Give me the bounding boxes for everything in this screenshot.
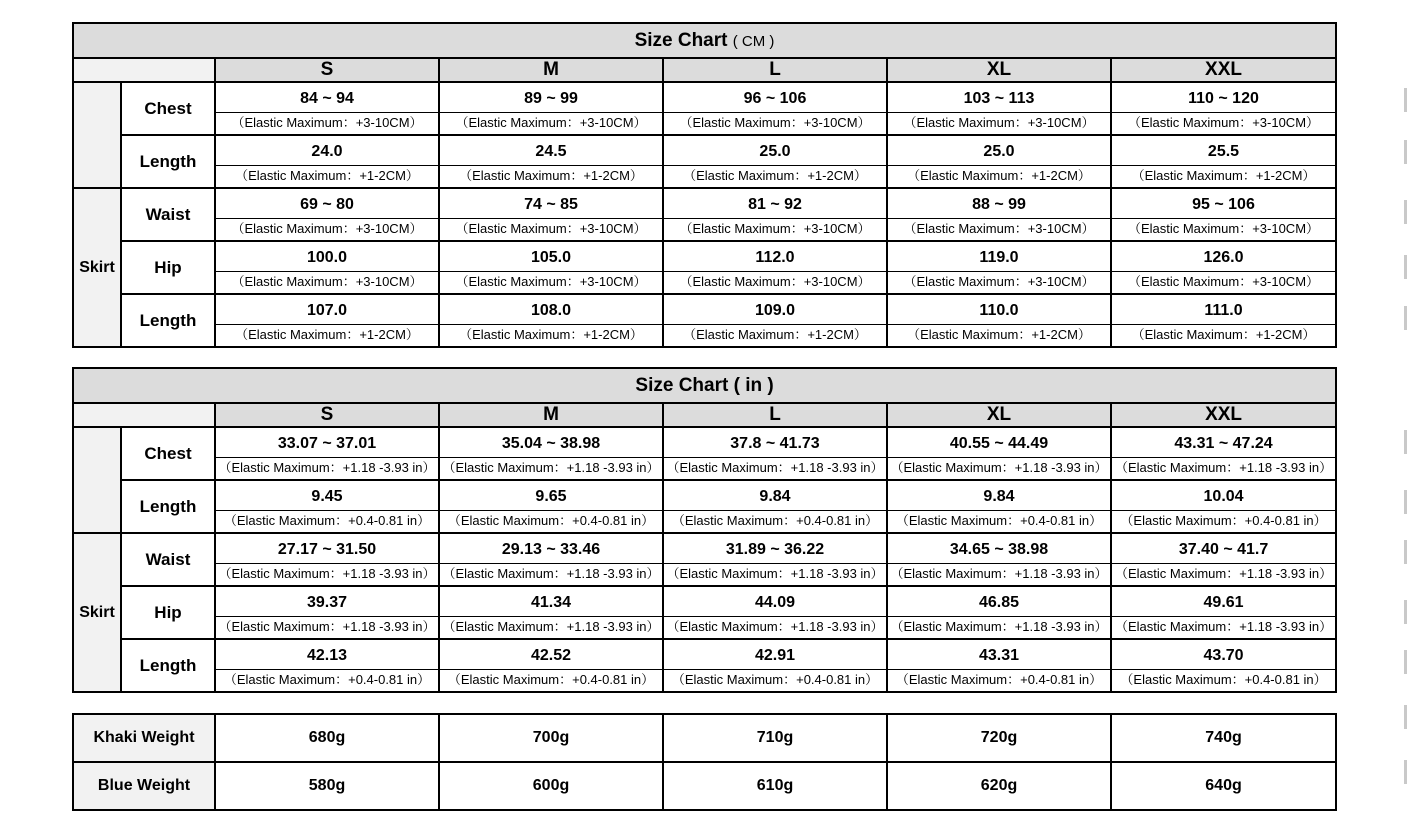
weight-label: Blue Weight xyxy=(73,762,215,810)
size-header: XXL xyxy=(1111,403,1336,427)
weight-value: 710g xyxy=(663,714,887,762)
elastic-note: （Elastic Maximum：+1-2CM） xyxy=(907,326,1091,342)
measure-value: 103 ~ 113 xyxy=(963,89,1035,107)
edge-mark xyxy=(1404,88,1407,112)
elastic-note: （Elastic Maximum：+1-2CM） xyxy=(907,167,1091,183)
measure-value: 112.0 xyxy=(755,248,795,266)
edge-mark xyxy=(1404,705,1407,729)
chart-title xyxy=(73,23,1336,58)
elastic-note: （Elastic Maximum：+1-2CM） xyxy=(459,326,643,342)
measure-value: 81 ~ 92 xyxy=(748,195,802,213)
size-cell xyxy=(887,639,1111,692)
chart-unit: ( CM ) xyxy=(732,32,775,50)
size-cell xyxy=(887,135,1111,188)
size-cell xyxy=(1111,480,1336,533)
size-cell xyxy=(215,82,439,135)
size-chart-cm xyxy=(72,22,1337,348)
size-cell xyxy=(215,294,439,347)
size-header: S xyxy=(215,403,439,427)
table-row xyxy=(73,714,1336,762)
table-row xyxy=(73,241,1336,294)
elastic-note: （Elastic Maximum：+3-10CM） xyxy=(679,220,871,236)
elastic-note: （Elastic Maximum：+3-10CM） xyxy=(903,220,1095,236)
edge-mark xyxy=(1404,600,1407,624)
weight-value: 680g xyxy=(215,714,439,762)
measure-label: Chest xyxy=(121,82,215,135)
size-chart-in xyxy=(72,367,1337,693)
measure-label: Waist xyxy=(121,533,215,586)
elastic-note: （Elastic Maximum：+1-2CM） xyxy=(459,167,643,183)
header-corner xyxy=(73,403,215,427)
elastic-note: （Elastic Maximum：+1.18 -3.93 in） xyxy=(890,459,1108,475)
size-cell xyxy=(887,188,1111,241)
measure-value: 25.0 xyxy=(759,142,791,160)
size-cell xyxy=(439,294,663,347)
measure-value: 37.8 ~ 41.73 xyxy=(730,434,820,452)
measure-value: 119.0 xyxy=(979,248,1019,266)
size-cell xyxy=(887,586,1111,639)
measure-value: 9.84 xyxy=(759,487,791,505)
measure-value: 41.34 xyxy=(530,593,572,611)
measure-value: 25.5 xyxy=(1207,142,1240,160)
chart-title: Size Chart ( in ) xyxy=(73,368,1336,403)
elastic-note: （Elastic Maximum：+1.18 -3.93 in） xyxy=(666,459,884,475)
elastic-note: （Elastic Maximum：+1-2CM） xyxy=(1131,167,1316,183)
size-header: XL xyxy=(887,58,1111,82)
measure-value: 100.0 xyxy=(306,248,348,266)
measure-value: 96 ~ 106 xyxy=(743,89,807,107)
elastic-note: （Elastic Maximum：+1.18 -3.93 in） xyxy=(442,459,660,475)
elastic-note: （Elastic Maximum：+0.4-0.81 in） xyxy=(895,512,1103,528)
group-label-skirt: Skirt xyxy=(73,188,121,347)
weight-value: 620g xyxy=(887,762,1111,810)
size-cell xyxy=(663,241,887,294)
group-label-skirt: Skirt xyxy=(73,533,121,692)
size-cell xyxy=(887,427,1111,480)
size-cell xyxy=(215,586,439,639)
table-row xyxy=(73,586,1336,639)
edge-mark xyxy=(1404,200,1407,224)
elastic-note: （Elastic Maximum：+1.18 -3.93 in） xyxy=(218,565,436,581)
size-header: L xyxy=(663,58,887,82)
measure-value: 43.31 ~ 47.24 xyxy=(1174,434,1273,452)
measure-value: 25.0 xyxy=(983,142,1015,160)
edge-mark xyxy=(1404,306,1407,330)
elastic-note: （Elastic Maximum：+1-2CM） xyxy=(1131,326,1316,342)
elastic-note: （Elastic Maximum：+1-2CM） xyxy=(683,167,867,183)
size-cell xyxy=(439,188,663,241)
measure-value: 35.04 ~ 38.98 xyxy=(501,434,601,452)
measure-label: Chest xyxy=(121,427,215,480)
measure-value: 107.0 xyxy=(306,301,348,319)
size-cell xyxy=(663,480,887,533)
size-cell xyxy=(1111,188,1336,241)
measure-value: 34.65 ~ 38.98 xyxy=(949,540,1049,558)
weight-table xyxy=(72,713,1337,811)
elastic-note: （Elastic Maximum：+3-10CM） xyxy=(1127,220,1320,236)
measure-value: 84 ~ 94 xyxy=(300,89,354,107)
elastic-note: （Elastic Maximum：+3-10CM） xyxy=(455,114,647,130)
size-cell xyxy=(887,241,1111,294)
measure-label: Hip xyxy=(121,241,215,294)
elastic-note: （Elastic Maximum：+3-10CM） xyxy=(903,273,1095,289)
elastic-note: （Elastic Maximum：+1.18 -3.93 in） xyxy=(666,565,884,581)
edge-mark xyxy=(1404,430,1407,454)
size-header: XXL xyxy=(1111,58,1336,82)
size-header: M xyxy=(439,403,663,427)
measure-value: 42.52 xyxy=(530,646,572,664)
measure-value: 42.91 xyxy=(754,646,796,664)
measure-value: 108.0 xyxy=(530,301,572,319)
size-cell xyxy=(215,533,439,586)
elastic-note: （Elastic Maximum：+1.18 -3.93 in） xyxy=(666,618,884,634)
table-row xyxy=(73,480,1336,533)
size-cell xyxy=(439,639,663,692)
elastic-note: （Elastic Maximum：+1.18 -3.93 in） xyxy=(442,565,660,581)
size-cell xyxy=(1111,586,1336,639)
size-cell xyxy=(1111,533,1336,586)
measure-value: 95 ~ 106 xyxy=(1192,195,1255,213)
table-row xyxy=(73,82,1336,135)
measure-value: 111.0 xyxy=(1204,301,1243,319)
elastic-note: （Elastic Maximum：+1.18 -3.93 in） xyxy=(218,459,436,475)
size-cell xyxy=(1111,241,1336,294)
size-cell xyxy=(663,135,887,188)
elastic-note: （Elastic Maximum：+0.4-0.81 in） xyxy=(671,671,879,687)
table-row xyxy=(73,188,1336,241)
weight-value: 720g xyxy=(887,714,1111,762)
measure-value: 9.45 xyxy=(311,487,343,505)
measure-value: 44.09 xyxy=(754,593,796,611)
measure-value: 10.04 xyxy=(1203,487,1244,505)
measure-value: 29.13 ~ 33.46 xyxy=(501,540,601,558)
edge-mark xyxy=(1404,255,1407,279)
measure-label: Length xyxy=(121,294,215,347)
size-cell xyxy=(1111,294,1336,347)
size-cell xyxy=(663,639,887,692)
edge-mark xyxy=(1404,140,1407,164)
size-cell xyxy=(439,480,663,533)
group-label-top xyxy=(73,427,121,533)
elastic-note: （Elastic Maximum：+3-10CM） xyxy=(455,273,647,289)
measure-value: 33.07 ~ 37.01 xyxy=(277,434,377,452)
edge-mark xyxy=(1404,490,1407,514)
elastic-note: （Elastic Maximum：+3-10CM） xyxy=(679,273,871,289)
measure-value: 37.40 ~ 41.7 xyxy=(1178,540,1269,558)
table-row xyxy=(73,294,1336,347)
measure-value: 49.61 xyxy=(1203,593,1244,611)
size-cell xyxy=(663,294,887,347)
size-cell xyxy=(663,586,887,639)
edge-mark xyxy=(1404,760,1407,784)
table-row xyxy=(73,135,1336,188)
measure-value: 110 ~ 120 xyxy=(1188,89,1259,107)
size-header: S xyxy=(215,58,439,82)
weight-value: 700g xyxy=(439,714,663,762)
measure-value: 43.70 xyxy=(1203,646,1244,664)
elastic-note: （Elastic Maximum：+1.18 -3.93 in） xyxy=(218,618,436,634)
table-row xyxy=(73,533,1336,586)
weight-value: 610g xyxy=(663,762,887,810)
elastic-note: （Elastic Maximum：+1-2CM） xyxy=(235,326,419,342)
elastic-note: （Elastic Maximum：+3-10CM） xyxy=(679,114,871,130)
edge-mark xyxy=(1404,540,1407,564)
elastic-note: （Elastic Maximum：+3-10CM） xyxy=(231,114,423,130)
size-cell xyxy=(215,427,439,480)
size-cell xyxy=(663,427,887,480)
size-cell xyxy=(663,82,887,135)
size-header: M xyxy=(439,58,663,82)
size-cell xyxy=(439,82,663,135)
elastic-note: （Elastic Maximum：+0.4-0.81 in） xyxy=(895,671,1103,687)
size-cell xyxy=(663,188,887,241)
measure-value: 24.0 xyxy=(311,142,343,160)
measure-value: 9.84 xyxy=(983,487,1015,505)
table-row xyxy=(73,427,1336,480)
elastic-note: （Elastic Maximum：+3-10CM） xyxy=(903,114,1095,130)
group-label-top xyxy=(73,82,121,188)
elastic-note: （Elastic Maximum：+0.4-0.81 in） xyxy=(223,512,431,528)
measure-value: 24.5 xyxy=(535,142,567,160)
elastic-note: （Elastic Maximum：+0.4-0.81 in） xyxy=(1120,671,1327,687)
size-cell xyxy=(439,533,663,586)
size-cell xyxy=(1111,82,1336,135)
measure-value: 43.31 xyxy=(978,646,1020,664)
chart-title-text: Size Chart xyxy=(634,29,728,51)
measure-value: 69 ~ 80 xyxy=(300,195,354,213)
size-cell xyxy=(663,533,887,586)
elastic-note: （Elastic Maximum：+0.4-0.81 in） xyxy=(447,671,655,687)
size-cell xyxy=(887,480,1111,533)
weight-value: 600g xyxy=(439,762,663,810)
elastic-note: （Elastic Maximum：+3-10CM） xyxy=(455,220,647,236)
size-cell xyxy=(439,427,663,480)
table-row xyxy=(73,762,1336,810)
measure-value: 105.0 xyxy=(530,248,572,266)
elastic-note: （Elastic Maximum：+3-10CM） xyxy=(1127,273,1320,289)
weight-value: 640g xyxy=(1111,762,1336,810)
weight-value: 740g xyxy=(1111,714,1336,762)
elastic-note: （Elastic Maximum：+0.4-0.81 in） xyxy=(223,671,431,687)
elastic-note: （Elastic Maximum：+0.4-0.81 in） xyxy=(1120,512,1327,528)
measure-value: 109.0 xyxy=(754,301,796,319)
header-corner xyxy=(73,58,215,82)
elastic-note: （Elastic Maximum：+1.18 -3.93 in） xyxy=(890,618,1108,634)
size-cell xyxy=(887,82,1111,135)
size-cell xyxy=(215,135,439,188)
measure-label: Hip xyxy=(121,586,215,639)
measure-value: 31.89 ~ 36.22 xyxy=(725,540,825,558)
elastic-note: （Elastic Maximum：+1.18 -3.93 in） xyxy=(1114,565,1333,581)
elastic-note: （Elastic Maximum：+3-10CM） xyxy=(231,273,423,289)
size-cell xyxy=(887,533,1111,586)
elastic-note: （Elastic Maximum：+1.18 -3.93 in） xyxy=(1114,459,1333,475)
size-cell xyxy=(887,294,1111,347)
size-cell xyxy=(215,241,439,294)
size-header: XL xyxy=(887,403,1111,427)
elastic-note: （Elastic Maximum：+1.18 -3.93 in） xyxy=(1114,618,1333,634)
measure-value: 40.55 ~ 44.49 xyxy=(949,434,1049,452)
measure-value: 110.0 xyxy=(979,301,1019,319)
measure-label: Length xyxy=(121,480,215,533)
edge-mark xyxy=(1404,650,1407,674)
measure-value: 46.85 xyxy=(978,593,1020,611)
elastic-note: （Elastic Maximum：+1.18 -3.93 in） xyxy=(442,618,660,634)
elastic-note: （Elastic Maximum：+1-2CM） xyxy=(235,167,419,183)
measure-label: Length xyxy=(121,639,215,692)
size-cell xyxy=(1111,427,1336,480)
measure-value: 39.37 xyxy=(306,593,348,611)
size-cell xyxy=(1111,639,1336,692)
elastic-note: （Elastic Maximum：+3-10CM） xyxy=(231,220,423,236)
elastic-note: （Elastic Maximum：+3-10CM） xyxy=(1127,114,1320,130)
size-cell xyxy=(215,188,439,241)
measure-label: Length xyxy=(121,135,215,188)
elastic-note: （Elastic Maximum：+0.4-0.81 in） xyxy=(671,512,879,528)
measure-value: 74 ~ 85 xyxy=(524,195,578,213)
measure-value: 126.0 xyxy=(1203,248,1244,266)
size-cell xyxy=(439,241,663,294)
size-header: L xyxy=(663,403,887,427)
measure-value: 88 ~ 99 xyxy=(972,195,1026,213)
table-row xyxy=(73,639,1336,692)
elastic-note: （Elastic Maximum：+1.18 -3.93 in） xyxy=(890,565,1108,581)
measure-label: Waist xyxy=(121,188,215,241)
measure-value: 9.65 xyxy=(535,487,567,505)
measure-value: 42.13 xyxy=(306,646,348,664)
size-cell xyxy=(215,480,439,533)
elastic-note: （Elastic Maximum：+1-2CM） xyxy=(683,326,867,342)
size-cell xyxy=(215,639,439,692)
size-cell xyxy=(1111,135,1336,188)
measure-value: 27.17 ~ 31.50 xyxy=(277,540,377,558)
elastic-note: （Elastic Maximum：+0.4-0.81 in） xyxy=(447,512,655,528)
measure-value: 89 ~ 99 xyxy=(524,89,578,107)
size-cell xyxy=(439,586,663,639)
weight-label: Khaki Weight xyxy=(73,714,215,762)
size-cell xyxy=(439,135,663,188)
weight-value: 580g xyxy=(215,762,439,810)
